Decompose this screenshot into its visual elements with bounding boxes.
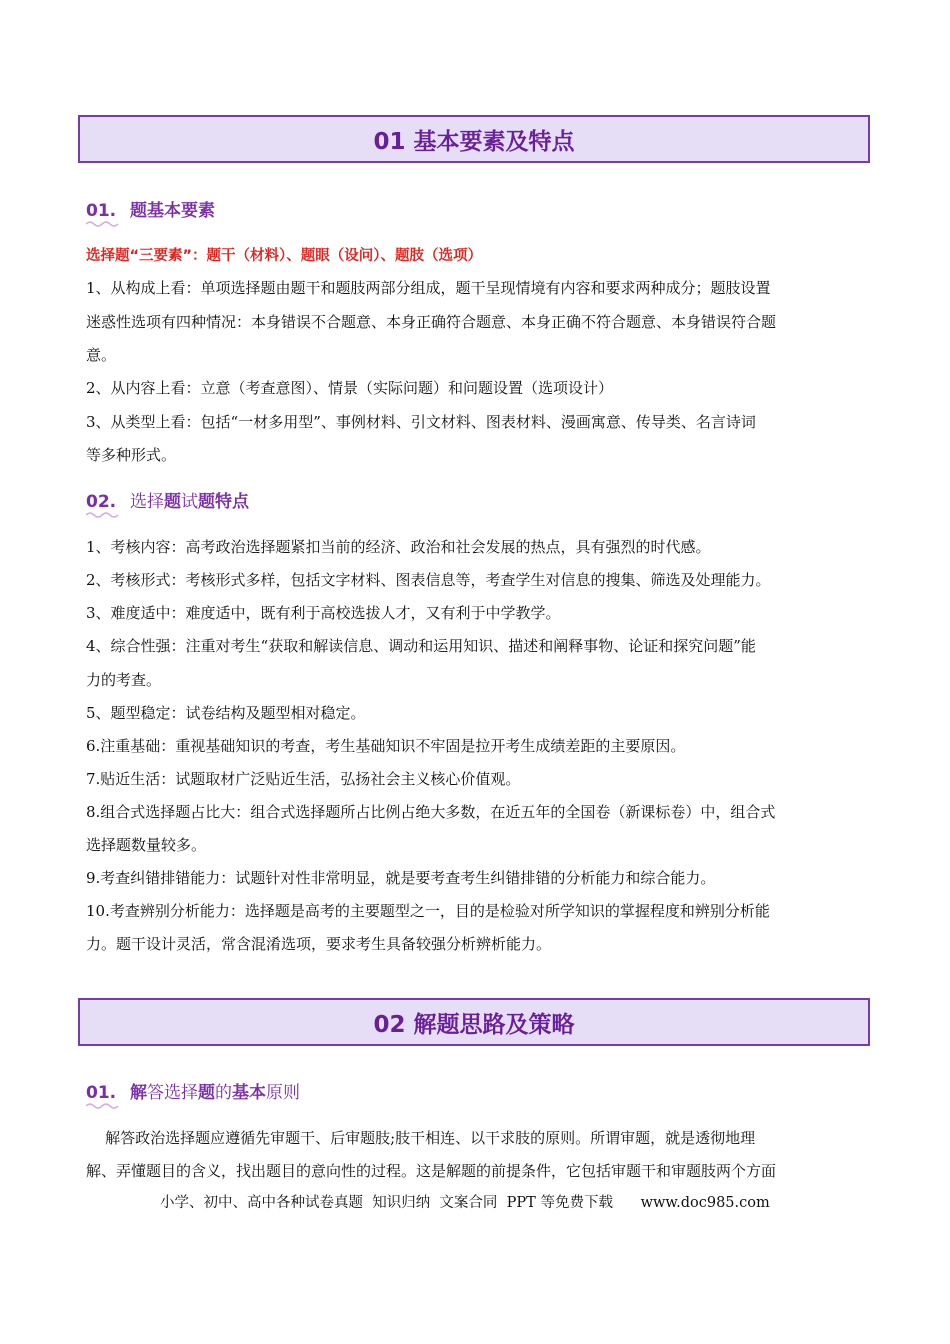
subheading-1-1 [86,196,215,226]
subheading-number: 01. [86,201,117,221]
subheading-2-1 [86,1078,300,1108]
subheading-title-part: 的 [215,1083,233,1103]
text-line: 6.注重基础：重视基础知识的考查，考生基础知识不牢固是拉开考生成绩差距的主要原因。 [86,737,686,755]
text-line: 1、从构成上看：单项选择题由题干和题肢两部分组成，题干呈现情境有内容和要求两种成分；题肢设置 [86,279,771,297]
subheading-title-part: 答选择 [147,1083,199,1103]
text-line: 9.考查纠错排错能力：试题针对性非常明显，就是要考查考生纠错排错的分析能力和综合能力。 [86,869,716,887]
text-line: 2、考核形式：考核形式多样，包括文字材料、图表信息等，考查学生对信息的搜集、筛选及处理能力。 [86,571,771,589]
subheading-title-part: 试 [181,492,199,512]
red-highlight-line: 选择题“三要素”：题干（材料）、题眼（设问）、题肢（选项） [86,248,483,264]
section-banner-1 [78,115,870,163]
text-line: 10.考查辨别分析能力：选择题是高考的主要题型之一，目的是检验对所学知识的掌握程度和辨别分析能 [86,902,770,920]
text-line: 力。题干设计灵活，常含混淆选项，要求考生具备较强分析辨析能力。 [86,935,552,953]
text-line: 解、弄懂题目的含义，找出题目的意向性的过程。这是解题的前提条件，它包括审题干和审题肢两个方面 [86,1162,777,1180]
text-line: 3、难度适中：难度适中，既有利于高校选拔人才，又有利于中学教学。 [86,604,561,622]
text-line: 迷惑性选项有四种情况：本身错误不合题意、本身正确符合题意、本身正确不符合题意、本身错误符合题 [86,313,777,331]
subheading-number: 01. [86,1083,117,1103]
subheading-title: 题基本要素 [130,201,216,221]
text-line: 5、题型稳定：试卷结构及题型相对稳定。 [86,704,366,722]
subheading-1-2 [86,487,249,517]
text-line: 4、综合性强：注重对考生“获取和解读信息、调动和运用知识、描述和阐释事物、论证和探究问题”能 [86,637,756,655]
text-line: 1、考核内容：高考政治选择题紧扣当前的经济、政治和社会发展的热点，具有强烈的时代感。 [86,538,711,556]
text-line: 3、从类型上看：包括“一材多用型”、事例材料、引文材料、图表材料、漫画寓意、传导类、名言诗词 [86,413,756,431]
subheading-title-part: 解 [130,1083,148,1103]
text-line: 等多种形式。 [86,446,177,464]
text-line: 力的考查。 [86,671,162,689]
subheading-title-part: 选择 [130,492,165,512]
subheading-title-part: 原则 [266,1083,301,1103]
subheading-title-part: 基本 [232,1083,267,1103]
wave-decoration-icon [86,220,120,228]
subheading-title-part: 题 [164,492,182,512]
page-footer: 小学、初中、高中各种试卷真题 知识归纳 文案合同 PPT 等免费下载 www.doc985.com [160,1195,770,1211]
text-line: 解答政治选择题应遵循先审题干、后审题肢;肢干相连、以干求肢的原则。所谓审题，就是透彻地理 [86,1129,756,1147]
text-line: 选择题数量较多。 [86,836,207,854]
section-banner-2 [78,998,870,1046]
subheading-number: 02. [86,492,117,512]
section-title-1: 01 基本要素及特点 [373,128,575,155]
wave-decoration-icon [86,1102,120,1110]
text-line: 意。 [86,346,117,364]
subheading-title-part: 题特点 [198,492,250,512]
wave-decoration-icon [86,511,120,519]
subheading-title-part: 题 [198,1083,216,1103]
text-line: 8.组合式选择题占比大：组合式选择题所占比例占绝大多数，在近五年的全国卷（新课标卷）中，组合式 [86,803,776,821]
text-line: 2、从内容上看：立意（考查意图）、情景（实际问题）和问题设置（选项设计） [86,379,614,397]
text-line: 7.贴近生活：试题取材广泛贴近生活，弘扬社会主义核心价值观。 [86,770,521,788]
section-title-2: 02 解题思路及策略 [373,1011,575,1038]
